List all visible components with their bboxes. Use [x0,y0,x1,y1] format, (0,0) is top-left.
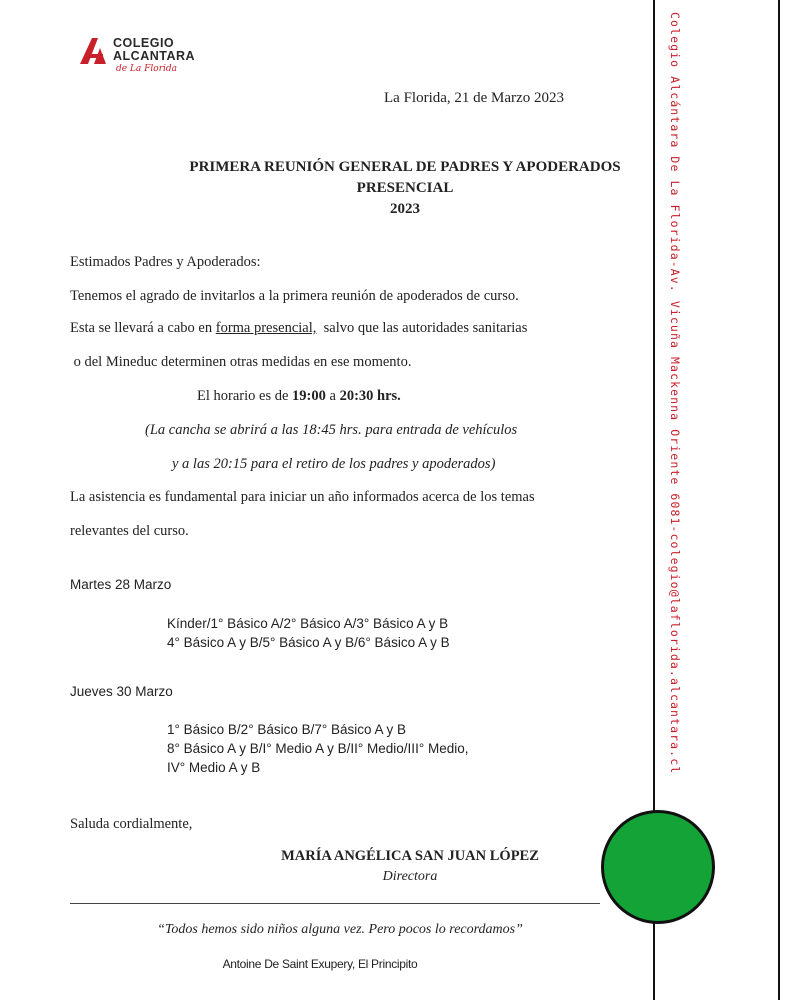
logo-subtitle: de La Florida [116,64,178,74]
p2-underline: forma presencial, [215,320,317,336]
course-line: 4° Básico A y B/5° Básico A y B/6° Básico A y B [167,635,450,650]
p2-pre: Esta se llevará a cabo en [70,320,216,336]
signer-role: Directora [382,869,438,884]
logo-text [113,37,195,63]
paragraph-4: La asistencia es fundamental para iniciar un año informados acerca de los temas [70,489,535,505]
note-line-2: y a las 20:15 para el retiro de los padres y apoderados) [172,456,496,472]
logo-line2: ALCANTARA [113,49,196,63]
signer-name: MARÍA ANGÉLICA SAN JUAN LÓPEZ [281,848,539,864]
salutation: Saluda cordialmente, [70,816,193,832]
p2-post: salvo que las autoridades sanitarias [316,320,528,336]
paragraph-1: Tenemos el agrado de invitarlos a la primera reunión de apoderados de curso. [70,288,519,304]
logo-mark-icon [80,34,116,66]
paragraph-5: relevantes del curso. [70,523,189,539]
meeting-courses-2 [167,720,468,777]
logo-line1: COLEGIO [113,36,175,50]
course-line: IV° Medio A y B [167,760,261,775]
schedule-end: 20:30 hrs. [339,388,401,404]
meeting-day-1: Martes 28 Marzo [70,577,172,592]
course-line: 8° Básico A y B/I° Medio A y B/II° Medio/III° Medio, [167,741,469,756]
vertical-address: Colegio Alcántara De La Florida-Av. Vicuña Mackenna Oriente 6081-colegio@laflorida.alcantara.cl [668,12,682,775]
green-circle [601,810,715,924]
paragraph-3: o del Mineduc determinen otras medidas en ese momento. [70,354,412,370]
greeting: Estimados Padres y Apoderados: [70,254,261,270]
meeting-day-2: Jueves 30 Marzo [70,684,173,699]
margin-line-right [778,0,780,1000]
course-line: 1° Básico B/2° Básico B/7° Básico A y B [167,722,407,737]
paragraph-2 [70,320,527,337]
quote-text: “Todos hemos sido niños alguna vez. Pero pocos lo recordamos” [157,922,523,937]
schedule-pre: El horario es de [197,388,293,404]
schedule-start: 19:00 [292,388,326,404]
course-line: Kínder/1° Básico A/2° Básico A/3° Básico A y B [167,616,449,631]
title-line3: 2023 [390,201,420,217]
title-line1: PRIMERA REUNIÓN GENERAL DE PADRES Y APODERADOS [189,159,621,175]
letter-title [150,157,660,220]
schedule-mid: a [325,388,340,404]
title-line2: PRESENCIAL [356,180,454,196]
note-line-1: (La cancha se abrirá a las 18:45 hrs. para entrada de vehículos [145,422,518,438]
letter-date: La Florida, 21 de Marzo 2023 [384,90,564,106]
quote-author: Antoine De Saint Exupery, El Principito [222,957,418,971]
schedule [197,388,401,405]
divider [70,903,600,904]
meeting-courses-1 [167,614,450,652]
